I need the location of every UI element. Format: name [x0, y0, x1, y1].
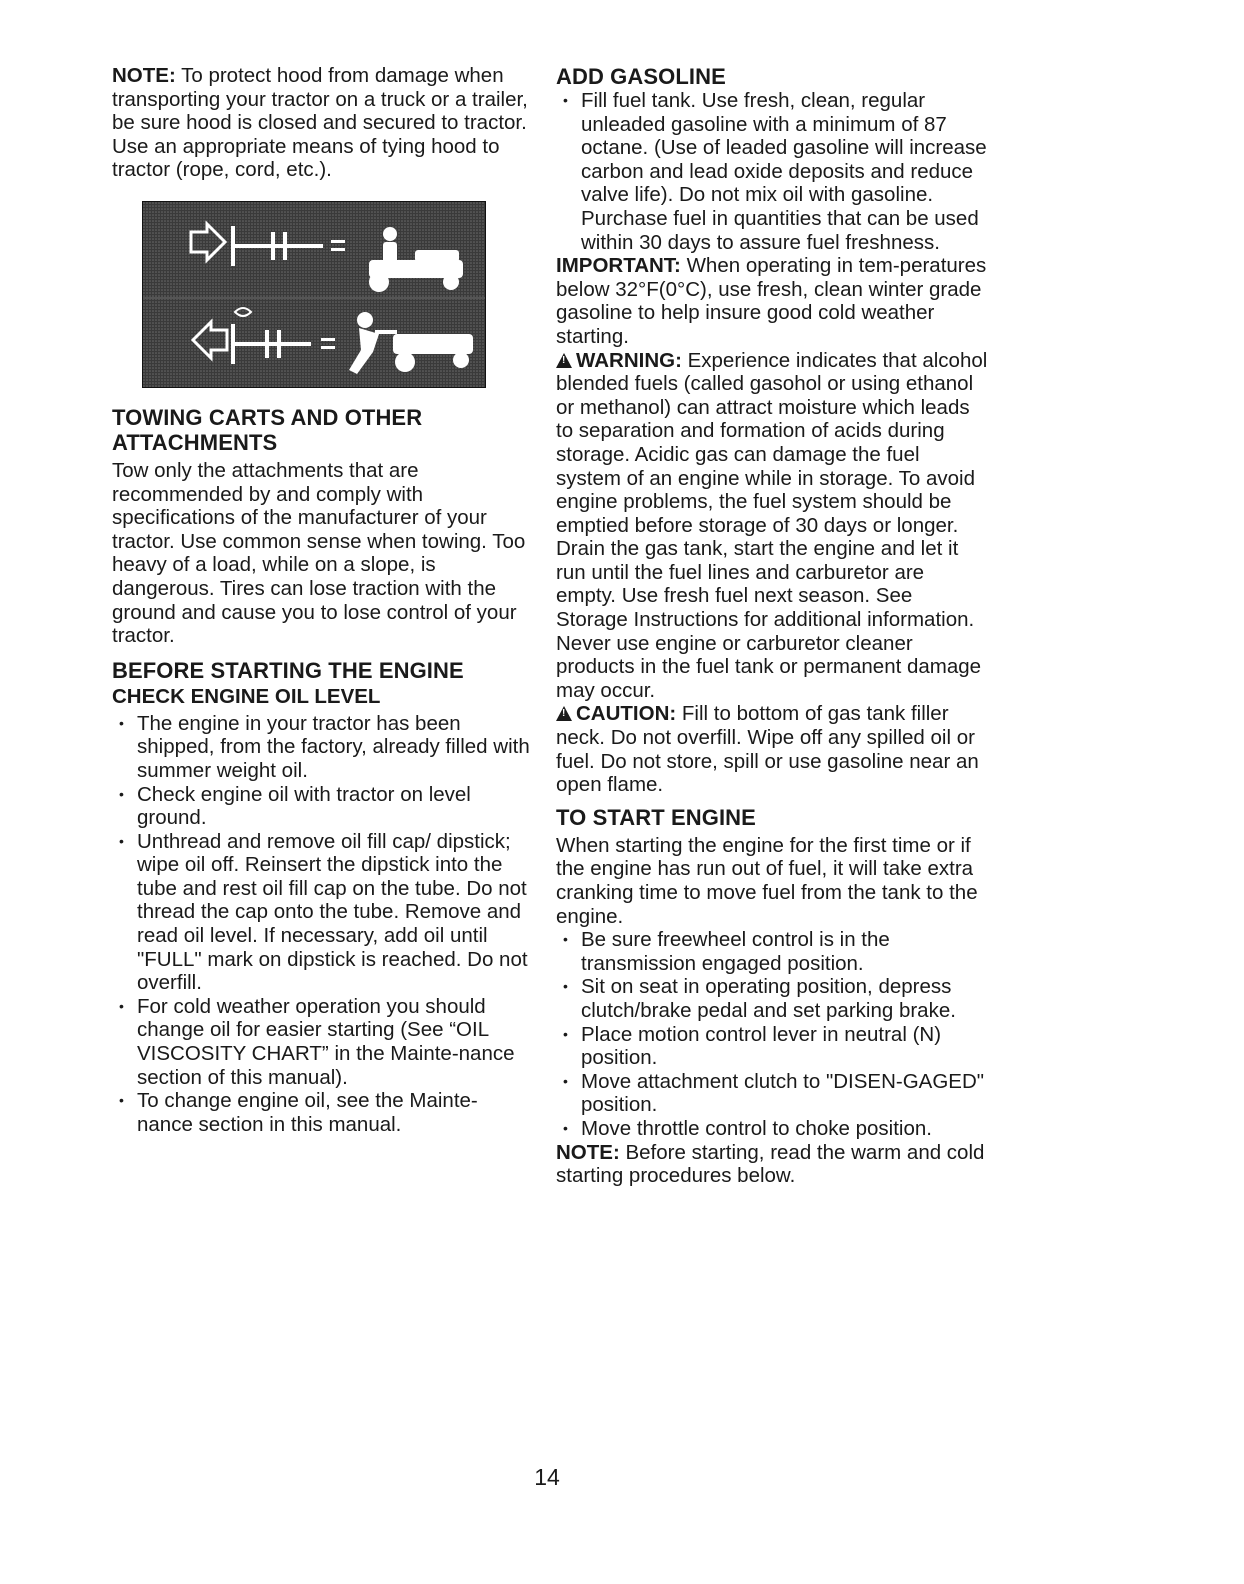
add-gasoline-heading: ADD GASOLINE	[556, 64, 726, 89]
important-label: IMPORTANT:	[556, 254, 681, 278]
caution-triangle-icon	[556, 706, 572, 721]
towing-heading-line-1: TOWING CARTS AND OTHER	[112, 404, 423, 430]
list-item: • Fill fuel tank. Use fresh, clean, regular unleaded gasoline with a minimum of 87 octane. (Use of leaded gasoline will increase carbon and lead oxide deposits and reduce valve life). Do not mix oil with gasoline. Purchase fuel in quantities that can be used within 30 days to assure fuel freshness.	[556, 89, 988, 254]
list-item: • Move attachment clutch to "DISEN-GAGED" position.	[556, 1070, 988, 1117]
list-item: • Check engine oil with tractor on level ground.	[112, 783, 532, 830]
list-item: • Be sure freewheel control is in the transmission engaged position.	[556, 928, 988, 975]
warning-note	[556, 349, 988, 703]
towing-heading-line-2: ATTACHMENTS	[112, 429, 278, 455]
caution-label: CAUTION:	[576, 702, 677, 726]
list-item: • Move throttle control to choke position.	[556, 1117, 988, 1141]
gas-bullet-list	[556, 89, 988, 254]
warning-text: Experience indicates that alcohol blended fuels (called gasohol or using ethanol or methanol) can attract moisture which leads to separation and formation of acids during storage. Acidic gas can damage the fuel system of an engine while in storage. To avoid engine problems, the fuel system should be emptied before storage of 30 days or longer. Drain the gas tank, start the engine and let it run until the fuel lines and carburetor are empty. Use fresh fuel next season. See Storage Instructions for additional information. Never use engine or carburetor cleaner products in the fuel tank or permanent damage may occur.	[556, 348, 988, 702]
start-engine-heading: TO START ENGINE	[556, 804, 756, 830]
important-note	[556, 254, 988, 348]
hood-note	[112, 64, 532, 182]
towing-illustration	[142, 201, 486, 388]
note-text: To protect hood from damage when transporting your tractor on a truck or a trailer, be sure hood is closed and secured to tractor. Use an appropriate means of tying hood to tractor (rope, cord, etc.).	[112, 64, 528, 182]
list-item: • Sit on seat in operating position, depress clutch/brake pedal and set parking brake.	[556, 975, 988, 1022]
before-starting-heading: BEFORE STARTING THE ENGINE	[112, 657, 464, 683]
start-bullet-list	[556, 928, 988, 1140]
left-column	[112, 64, 532, 1136]
oil-bullet-list	[112, 712, 532, 1137]
right-column	[556, 64, 988, 1188]
list-item: • Unthread and remove oil fill cap/ dipstick; wipe oil off. Reinsert the dipstick into the tube and rest oil fill cap on the tube. Do not thread the cap onto the tube. Remove and read oil level. If necessary, add oil until "FULL" mark on dipstick is reached. Do not overfill.	[112, 830, 532, 995]
note-label: NOTE:	[112, 64, 176, 87]
page-number: 14	[534, 1464, 560, 1490]
start-note	[556, 1141, 988, 1188]
list-item: • The engine in your tractor has been shipped, from the factory, already filled with summer weight oil.	[112, 712, 532, 783]
check-oil-heading: CHECK ENGINE OIL LEVEL	[112, 684, 381, 708]
warning-label: WARNING:	[576, 348, 682, 372]
towing-diagram	[143, 202, 485, 387]
caution-note	[556, 702, 988, 796]
towing-text: Tow only the attachments that are recommended by and comply with specifications of the manufacturer of your tractor. Use common sense when towing. Too heavy of a load, while on a slope, is dangerous. Tires can lose traction with the ground and cause you to lose control of your tractor.	[112, 458, 526, 648]
note2-label: NOTE:	[556, 1140, 620, 1164]
list-item: • To change engine oil, see the Mainte-nance section in this manual.	[112, 1089, 532, 1136]
caution-text: Fill to bottom of gas tank filler neck. Do not overfill. Wipe off any spilled oil or fuel. Do not store, spill or use gasoline near an open flame.	[556, 702, 979, 797]
important-text: When operating in tem-peratures below 32°F(0°C), use fresh, clean winter grade gasoline to help insure good cold weather starting.	[556, 254, 987, 348]
warning-triangle-icon	[556, 353, 572, 368]
towing-heading	[112, 405, 532, 455]
list-item: • For cold weather operation you should change oil for easier starting (See “OIL VISCOSITY CHART” in the Mainte-nance section of this manual).	[112, 995, 532, 1089]
start-engine-text: When starting the engine for the first time or if the engine has run out of fuel, it will take extra cranking time to move fuel from the tank to the engine.	[556, 833, 978, 928]
note2-text: Before starting, read the warm and cold starting procedures below.	[556, 1140, 985, 1188]
list-item: • Place motion control lever in neutral (N) position.	[556, 1023, 988, 1070]
